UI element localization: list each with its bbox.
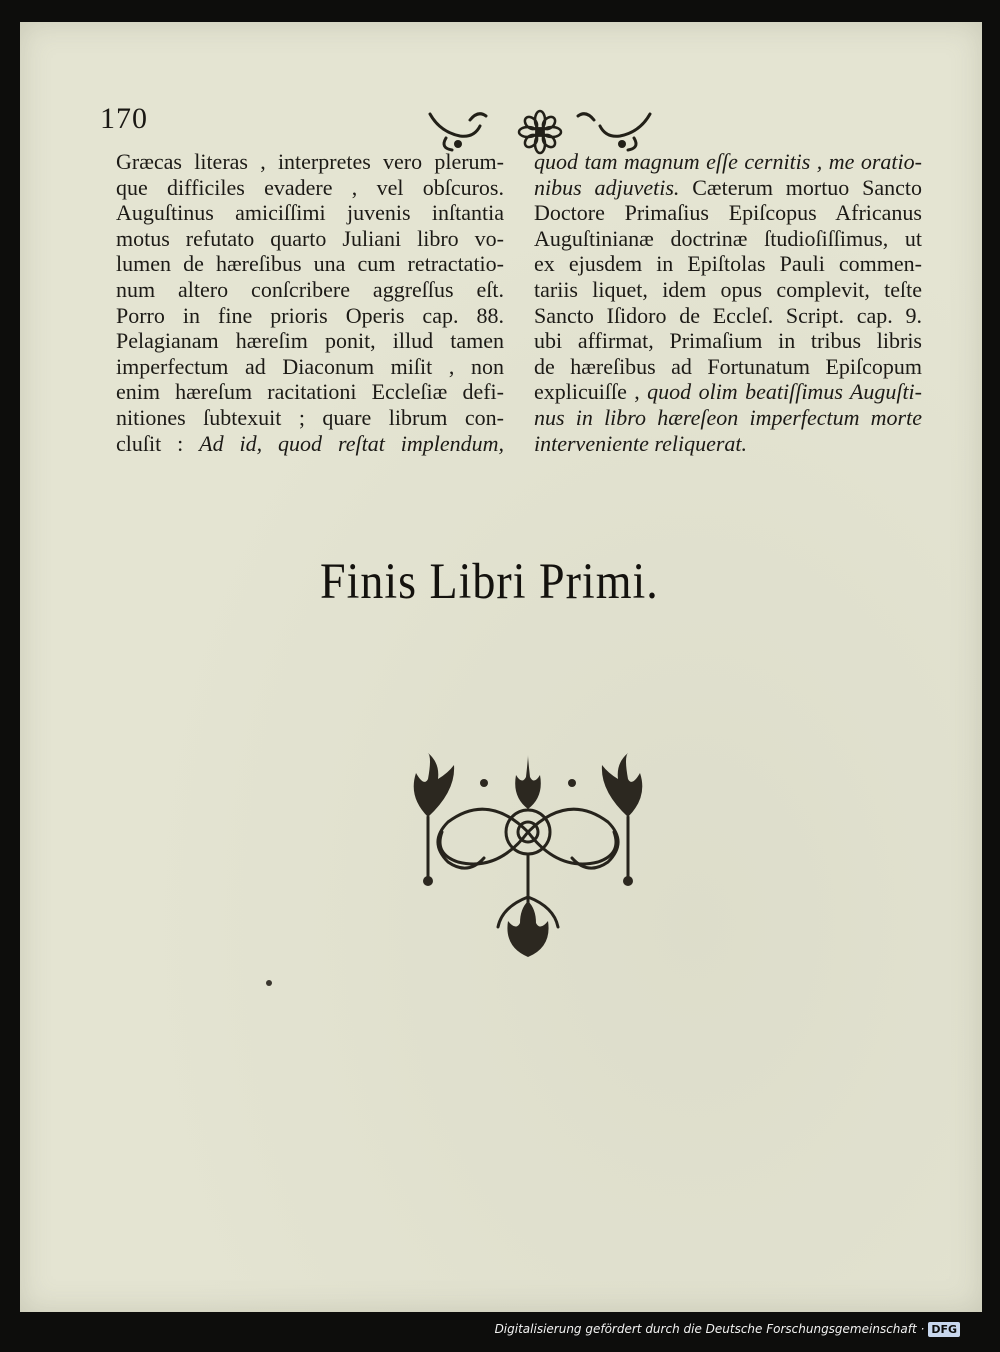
footer-credit: Digitalisierung gefördert durch die Deutsche Forschungsgemeinschaft · <box>494 1322 925 1336</box>
text-line: Doctore Primaſius Epiſcopus Africanus <box>534 200 922 226</box>
text-line: nitiones ſubtexuit ; quare librum con- <box>116 404 504 430</box>
text-line: quod tam magnum eſſe cernitis , me oratio- <box>534 149 922 174</box>
digitization-footer <box>495 1317 960 1341</box>
text-line: ex ejusdem in Epiſtolas Pauli commen- <box>534 251 922 277</box>
tailpiece-ornament-icon <box>388 747 668 967</box>
text-line: interveniente reliquerat. <box>534 430 748 456</box>
text-line: de hæreſibus ad Fortunatum Epiſcopum <box>534 353 922 379</box>
text-line: num altero conſcribere aggreſſus eſt. <box>116 276 504 302</box>
text-line: Auguſtinus amiciſſimi juvenis inſtantia <box>116 200 504 226</box>
text-line: Sancto Iſidoro de Eccleſ. Script. cap. 9. <box>534 302 922 328</box>
text-line: ubi affirmat, Primaſium in tribus libris <box>534 328 922 354</box>
text-line-last <box>116 431 504 457</box>
italic-quote: Ad id, quod reſtat implendum, <box>199 430 504 456</box>
right-text-column <box>534 149 922 456</box>
book-page <box>20 22 982 1312</box>
text-line: tariis liquet, idem opus complevit, teſte <box>534 276 922 302</box>
italic-quote: quod olim beatiſſimus Auguſti- <box>639 379 922 405</box>
text-fragment: explicuiſſe , <box>534 379 640 405</box>
text-line <box>534 175 922 201</box>
text-fragment: Cæterum mortuo Sancto <box>679 174 922 200</box>
italic-quote: nibus adjuvetis. <box>534 174 680 200</box>
text-line: enim hæreſum racitationi Eccleſiæ defi- <box>116 379 504 405</box>
text-line: lumen de hæreſibus una cum retractatio- <box>116 251 504 277</box>
text-line: nus in libro hæreſeon imperfectum morte <box>534 404 922 430</box>
text-line: Pelagianam hæreſim ponit, illud tamen <box>116 328 504 354</box>
text-fragment: cluſit : <box>116 430 184 456</box>
text-line: Porro in fine prioris Operis cap. 88. <box>116 302 504 328</box>
text-line: Græcas literas , interpretes vero plerum- <box>116 149 504 174</box>
text-line: motus refutato quarto Juliani libro vo- <box>116 225 504 251</box>
text-line: que difficiles evadere , vel obſcuros. <box>116 174 504 200</box>
page-number: 170 <box>100 102 148 135</box>
left-text-column <box>116 149 504 456</box>
text-line <box>534 379 922 405</box>
dfg-logo-icon: DFG <box>928 1322 960 1337</box>
ink-speck <box>266 980 272 986</box>
text-line: imperfectum ad Diaconum miſit , non <box>116 353 504 379</box>
closing-title: Finis Libri Primi. <box>320 553 659 610</box>
text-line: Auguſtinianæ doctrinæ ſtudioſiſſimus, ut <box>534 225 922 251</box>
